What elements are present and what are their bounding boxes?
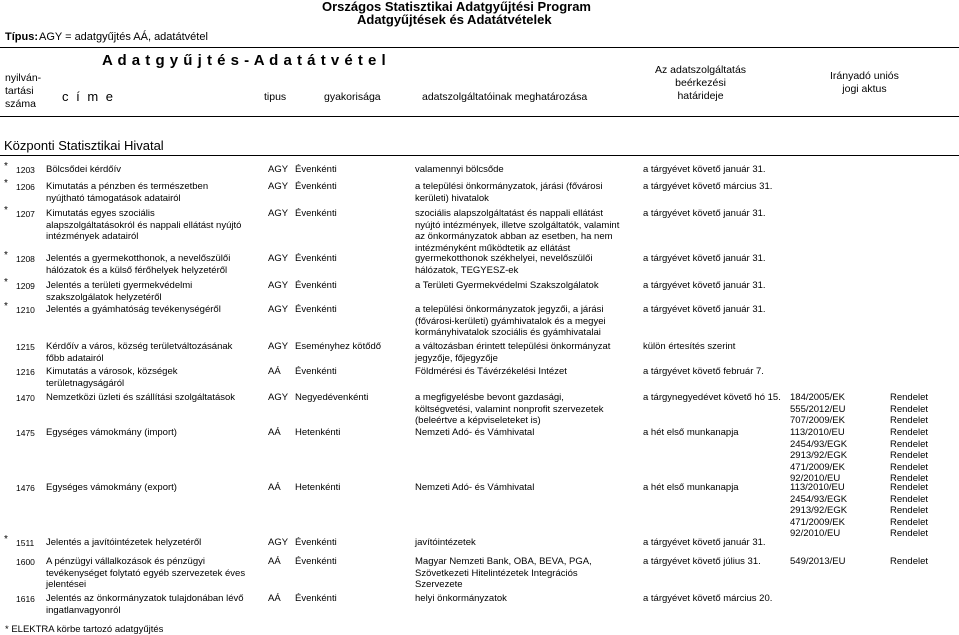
row-type: AÁ bbox=[268, 556, 281, 567]
row-frequency: Évenkénti bbox=[295, 164, 337, 175]
row-number: 1206 bbox=[16, 182, 35, 192]
elektra-star: * bbox=[4, 250, 8, 261]
row-deadline: a tárgyévet követő július 31. bbox=[643, 556, 761, 567]
row-title: Jelentés a területi gyermekvédelmi szakszolgálatok helyzetéről bbox=[46, 280, 193, 303]
row-frequency: Évenkénti bbox=[295, 208, 337, 219]
row-providers: a Területi Gyermekvédelmi Szakszolgálatok bbox=[415, 280, 599, 291]
elektra-star: * bbox=[4, 178, 8, 189]
row-deadline: külön értesítés szerint bbox=[643, 341, 736, 352]
program-subtitle: Adatgyűjtések és Adatátvételek bbox=[357, 12, 552, 27]
header-rule-bottom bbox=[0, 116, 959, 117]
row-type: AGY bbox=[268, 341, 289, 352]
row-frequency: Hetenkénti bbox=[295, 482, 341, 493]
header-tipus: tipus bbox=[264, 91, 287, 103]
row-number: 1209 bbox=[16, 281, 35, 291]
row-deadline: a tárgyévet követő január 31. bbox=[643, 280, 766, 291]
row-deadline: a tárgyévet követő március 20. bbox=[643, 593, 773, 604]
row-providers: a települési önkormányzatok, járási (fővárosi kerületi) hivatalok bbox=[415, 181, 603, 204]
row-number: 1475 bbox=[16, 428, 35, 438]
row-type: AÁ bbox=[268, 593, 281, 604]
row-providers: javítóintézetek bbox=[415, 537, 476, 548]
row-number: 1210 bbox=[16, 305, 35, 315]
header-cime: c í m e bbox=[62, 89, 116, 104]
row-providers: a települési önkormányzatok jegyzői, a járási (fővárosi-kerületi) gyámhivatalok és a megyei kormányhivatalok szociális és gyámhivatalai bbox=[415, 304, 606, 338]
row-providers: gyermekotthonok székhelyei, nevelőszülői hálózatok, TEGYESZ-ek bbox=[415, 253, 593, 276]
row-title: Egységes vámokmány (import) bbox=[46, 427, 177, 438]
elektra-star: * bbox=[4, 161, 8, 172]
row-providers: Nemzeti Adó- és Vámhivatal bbox=[415, 482, 535, 493]
footnote: * ELEKTRA körbe tartozó adatgyűjtés bbox=[5, 624, 164, 635]
row-title: Jelentés a gyermekotthonok, a nevelőszülői hálózatok és a külső férőhelyek helyzetéről bbox=[46, 253, 231, 276]
elektra-star: * bbox=[4, 534, 8, 545]
row-legal-acts: 113/2010/EU 2454/93/EGK 2913/92/EGK 471/2009/EK 92/2010/EU bbox=[790, 427, 848, 484]
header-rule-top bbox=[0, 47, 959, 48]
row-type: AGY bbox=[268, 208, 289, 219]
row-providers: a változásban érintett települési önkormányzat jegyzője, főjegyzője bbox=[415, 341, 611, 364]
row-providers: Magyar Nemzeti Bank, OBA, BEVA, PGA, Szövetkezeti Hitelintézetek Integrációs Szervezete bbox=[415, 556, 592, 590]
row-number: 1600 bbox=[16, 557, 35, 567]
header-adatszolgaltatok: adatszolgáltatóinak meghatározása bbox=[422, 91, 588, 103]
organization-rule bbox=[0, 155, 959, 156]
row-number: 1470 bbox=[16, 393, 35, 403]
row-providers: szociális alapszolgáltatást és nappali ellátást nyújtó intézmények, illetve szolgáltatók, valamint az önkormányzatok abban az esetben, ha nem intézményként működtetik az ellátást bbox=[415, 208, 620, 254]
row-number: 1476 bbox=[16, 483, 35, 493]
row-type: AÁ bbox=[268, 482, 281, 493]
row-frequency: Évenkénti bbox=[295, 593, 337, 604]
row-title: Egységes vámokmány (export) bbox=[46, 482, 177, 493]
row-type: AGY bbox=[268, 164, 289, 175]
row-legal-acts: 113/2010/EU 2454/93/EGK 2913/92/EGK 471/2009/EK 92/2010/EU bbox=[790, 482, 848, 539]
row-number: 1215 bbox=[16, 342, 35, 352]
row-frequency: Eseményhez kötődő bbox=[295, 341, 382, 352]
row-providers: Nemzeti Adó- és Vámhivatal bbox=[415, 427, 535, 438]
row-deadline: a tárgyévet követő január 31. bbox=[643, 208, 766, 219]
row-type: AGY bbox=[268, 304, 289, 315]
row-providers: Földmérési és Távérzékelési Intézet bbox=[415, 366, 567, 377]
program-title: Országos Statisztikai Adatgyűjtési Program bbox=[322, 0, 591, 14]
row-deadline: a tárgyévet követő január 31. bbox=[643, 164, 766, 175]
row-legal-act-kinds: Rendelet Rendelet Rendelet Rendelet Rendelet bbox=[890, 482, 929, 539]
row-providers: helyi önkormányzatok bbox=[415, 593, 507, 604]
row-title: Kérdőív a város, község területváltozásának főbb adatairól bbox=[46, 341, 233, 364]
row-deadline: a tárgyévet követő január 31. bbox=[643, 253, 766, 264]
row-frequency: Évenkénti bbox=[295, 556, 337, 567]
organization-title: Központi Statisztikai Hivatal bbox=[4, 138, 164, 153]
row-legal-act-kinds: Rendelet Rendelet Rendelet bbox=[890, 392, 929, 426]
row-title: A pénzügyi vállalkozások és pénzügyi tevékenységet folytató egyéb szervezetek éves jelentései bbox=[46, 556, 246, 590]
row-type: AGY bbox=[268, 537, 289, 548]
row-deadline: a tárgynegyedévet követő hó 15. bbox=[643, 392, 781, 403]
elektra-star: * bbox=[4, 205, 8, 216]
section-title: A d a t g y ű j t é s - A d a t á t v é t e l bbox=[102, 52, 387, 69]
row-legal-acts: 549/2013/EU bbox=[790, 556, 846, 567]
row-title: Bölcsődei kérdőív bbox=[46, 164, 121, 175]
row-type: AGY bbox=[268, 181, 289, 192]
row-title: Jelentés a gyámhatóság tevékenységéről bbox=[46, 304, 221, 315]
elektra-star: * bbox=[4, 301, 8, 312]
row-frequency: Évenkénti bbox=[295, 304, 337, 315]
row-legal-act-kinds: Rendelet Rendelet Rendelet Rendelet Rendelet bbox=[890, 427, 929, 484]
row-frequency: Évenkénti bbox=[295, 253, 337, 264]
header-nyilv: nyilván- tartási száma bbox=[5, 72, 42, 110]
tipus-legend: AGY = adatgyűjtés AÁ, adatátvétel bbox=[39, 31, 208, 43]
row-frequency: Évenkénti bbox=[295, 280, 337, 291]
row-deadline: a tárgyévet követő január 31. bbox=[643, 304, 766, 315]
row-frequency: Negyedévenkénti bbox=[295, 392, 369, 403]
row-type: AÁ bbox=[268, 427, 281, 438]
row-type: AÁ bbox=[268, 366, 281, 377]
tipus-label: Típus: bbox=[5, 31, 38, 43]
row-number: 1616 bbox=[16, 594, 35, 604]
row-number: 1208 bbox=[16, 254, 35, 264]
row-type: AGY bbox=[268, 392, 289, 403]
row-frequency: Évenkénti bbox=[295, 537, 337, 548]
row-type: AGY bbox=[268, 253, 289, 264]
header-jogi-aktus: Irányadó uniós jogi aktus bbox=[830, 70, 899, 95]
row-frequency: Hetenkénti bbox=[295, 427, 341, 438]
row-providers: a megfigyelésbe bevont gazdasági, költségvetési, valamint nonprofit szervezetek (beleértve a képviseleteket is) bbox=[415, 392, 604, 426]
row-deadline: a hét első munkanapja bbox=[643, 427, 739, 438]
row-number: 1511 bbox=[16, 538, 35, 548]
row-title: Kimutatás egyes szociális alapszolgáltatásokról és nappali ellátást nyújtó intézmények adatairól bbox=[46, 208, 242, 242]
header-hatarido: Az adatszolgáltatás beérkezési határideje bbox=[655, 64, 747, 102]
row-title: Jelentés a javítóintézetek helyzetéről bbox=[46, 537, 202, 548]
row-deadline: a tárgyévet követő február 7. bbox=[643, 366, 764, 377]
row-number: 1216 bbox=[16, 367, 35, 377]
row-deadline: a tárgyévet követő március 31. bbox=[643, 181, 773, 192]
row-legal-act-kinds: Rendelet bbox=[890, 556, 929, 567]
row-title: Kimutatás a pénzben és természetben nyújtható támogatások adatairól bbox=[46, 181, 209, 204]
row-frequency: Évenkénti bbox=[295, 181, 337, 192]
row-frequency: Évenkénti bbox=[295, 366, 337, 377]
row-type: AGY bbox=[268, 280, 289, 291]
row-deadline: a tárgyévet követő január 31. bbox=[643, 537, 766, 548]
row-providers: valamennyi bölcsőde bbox=[415, 164, 504, 175]
row-number: 1207 bbox=[16, 209, 35, 219]
header-gyakorisag: gyakorisága bbox=[324, 91, 381, 103]
row-deadline: a hét első munkanapja bbox=[643, 482, 739, 493]
row-number: 1203 bbox=[16, 165, 35, 175]
elektra-star: * bbox=[4, 277, 8, 288]
row-title: Nemzetközi üzleti és szállítási szolgáltatások bbox=[46, 392, 236, 403]
row-title: Jelentés az önkormányzatok tulajdonában lévő ingatlanvagyonról bbox=[46, 593, 244, 616]
row-title: Kimutatás a városok, községek területnagyságáról bbox=[46, 366, 178, 389]
row-legal-acts: 184/2005/EK 555/2012/EU 707/2009/EK bbox=[790, 392, 846, 426]
